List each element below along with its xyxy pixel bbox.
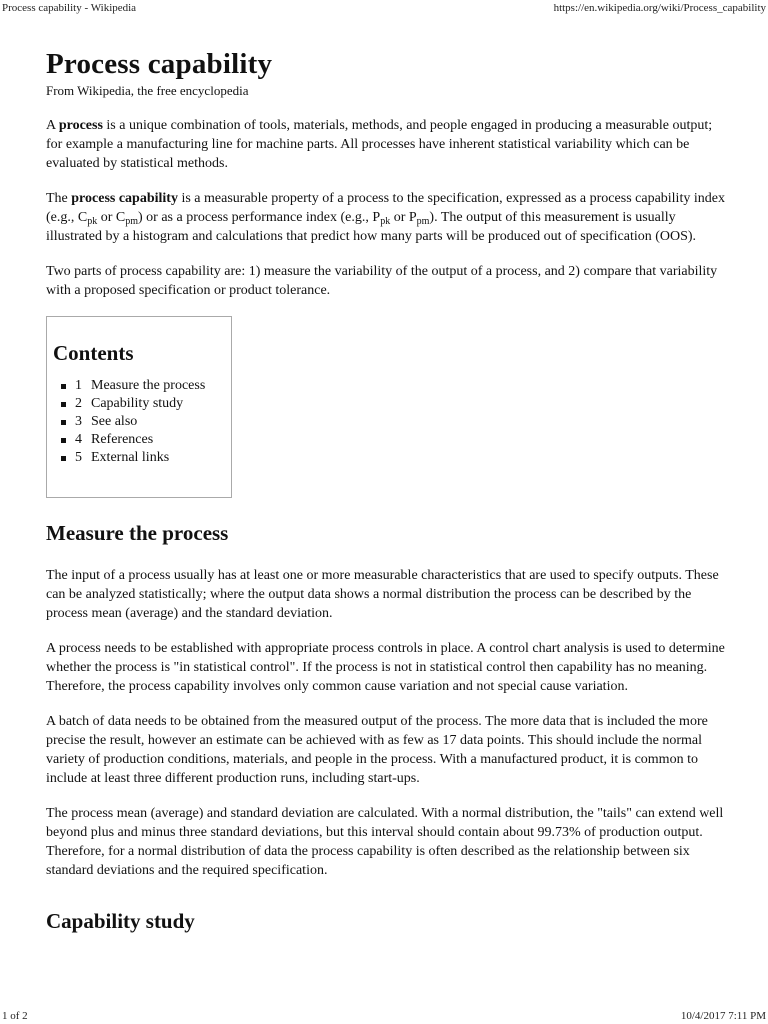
toc-item-capability-study[interactable]: 2 Capability study: [75, 395, 225, 413]
toc-item-measure-the-process[interactable]: 1 Measure the process: [75, 377, 225, 395]
print-timestamp: 10/4/2017 7:11 PM: [680, 1010, 766, 1022]
page-counter: 1 of 2: [2, 1010, 28, 1022]
section1-paragraph-1: The input of a process usually has at least one or more measurable characteristics that are used to specify outputs. These can be analyzed statistically; where the output data shows a normal distribution the process can be described by the process mean (average) and the standard deviation.: [46, 568, 719, 621]
page-title: Process capability: [46, 48, 273, 80]
bold-term-process: process: [58, 118, 103, 133]
table-of-contents: [46, 316, 232, 498]
print-header-title: Process capability - Wikipedia: [2, 2, 137, 14]
toc-item-references[interactable]: 4 References: [75, 431, 225, 449]
section-heading-capability-study: Capability study: [46, 909, 195, 933]
bold-term-process-capability: process capability: [71, 191, 178, 206]
section1-paragraph-4: The process mean (average) and standard deviation are calculated. With a normal distribution, the "tails" can extend well beyond plus and minus three standard deviations, but this interval should contain about 99.73% of production output. Therefore, for a normal distribution of data the process capability is often described as the relationship between six standard deviations and the required specification.: [46, 806, 724, 878]
intro-paragraph-1: A process is a unique combination of tools, materials, methods, and people engaged in producing a measurable output; for example a manufacturing line for machine parts. All processes have inherent statistical variability which can be evaluated by statistical methods.: [46, 118, 713, 171]
article-content: [46, 46, 726, 934]
site-tagline: From Wikipedia, the free encyclopedia: [46, 83, 249, 98]
print-header: [0, 0, 768, 16]
toc-item-external-links[interactable]: 5 External links: [75, 449, 225, 467]
intro-paragraph-3: Two parts of process capability are: 1) measure the variability of the output of a process, and 2) compare that variability with a proposed specification or product tolerance.: [46, 264, 718, 298]
toc-list: [53, 377, 225, 467]
section1-paragraph-2: A process needs to be established with appropriate process controls in place. A control chart analysis is used to determine whether the process is "in statistical control". If the process is not in statistical control then capability has no meaning. Therefore, the process capability involves only common cause variation and not special cause variation.: [46, 641, 725, 694]
section-heading-measure-the-process: Measure the process: [46, 521, 229, 545]
intro-paragraph-2: The process capability is a measurable property of a process to the specification, expressed as a process capability index (e.g., $C_{pk}$ or $C_{pm}$) or as a process performance index (e.g., $P_{pk}$ or $P_{pm}$). The output of this measurement is usually illustrated by a histogram and calculations that predict how many parts will be produced out of specification (OOS).: [46, 191, 725, 244]
toc-title: Contents: [53, 341, 134, 365]
toc-item-see-also[interactable]: 3 See also: [75, 413, 225, 431]
section1-paragraph-3: A batch of data needs to be obtained from the measured output of the process. The more data that is included the more precise the result, however an estimate can be achieved with as few as 17 data points. This should include the normal variety of production conditions, materials, and people in the process. With a manufactured product, it is common to include at least three different production runs, including start-ups.: [46, 714, 708, 786]
print-footer: [0, 1008, 768, 1024]
print-header-url: https://en.wikipedia.org/wiki/Process_capability: [553, 2, 766, 14]
